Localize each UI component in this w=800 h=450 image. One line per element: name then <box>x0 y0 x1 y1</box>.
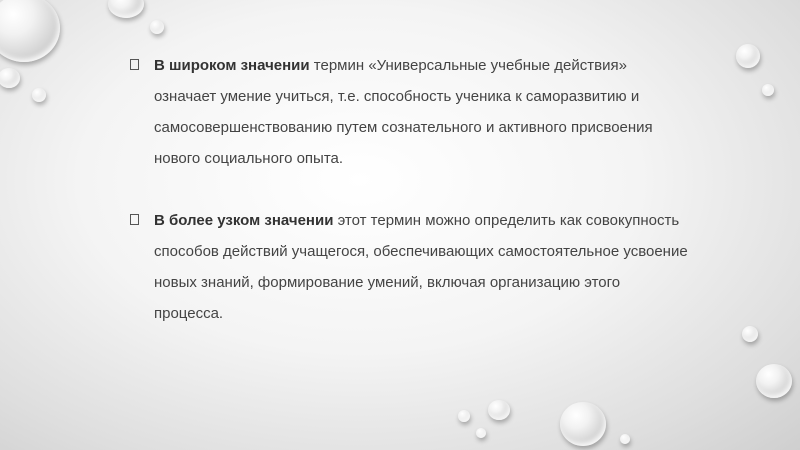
slide-content <box>130 50 690 360</box>
water-drop <box>458 410 470 422</box>
bullet-paragraph-broad <box>130 50 690 174</box>
water-drop <box>488 400 510 420</box>
paragraph-text: термин «Универсальные учебные действия» означает умение учиться, т.е. способность ученика к саморазвитию и самосовершенствованию путем сознательного и активного присвоения нового социального опыта. <box>154 57 653 167</box>
square-bullet-icon <box>130 59 139 70</box>
water-drop <box>742 326 758 342</box>
water-drop <box>476 428 486 438</box>
paragraph-text: этот термин можно определить как совокупность способов действий учащегося, обеспечивающих самостоятельное усвоение новых знаний, формирование умений, включая организацию этого процесса. <box>154 212 688 322</box>
water-drop <box>108 0 144 18</box>
water-drop <box>620 434 630 444</box>
water-drop <box>32 88 46 102</box>
water-drop <box>0 0 60 62</box>
bullet-paragraph-narrow <box>130 205 690 329</box>
water-drop <box>756 364 792 398</box>
square-bullet-icon <box>130 214 139 225</box>
water-drop <box>0 68 20 88</box>
bold-term: В широком значении <box>154 57 310 74</box>
water-drop <box>736 44 760 68</box>
water-drop <box>150 20 164 34</box>
water-drop <box>560 402 606 446</box>
bold-term: В более узком значении <box>154 212 334 229</box>
water-drop <box>762 84 774 96</box>
